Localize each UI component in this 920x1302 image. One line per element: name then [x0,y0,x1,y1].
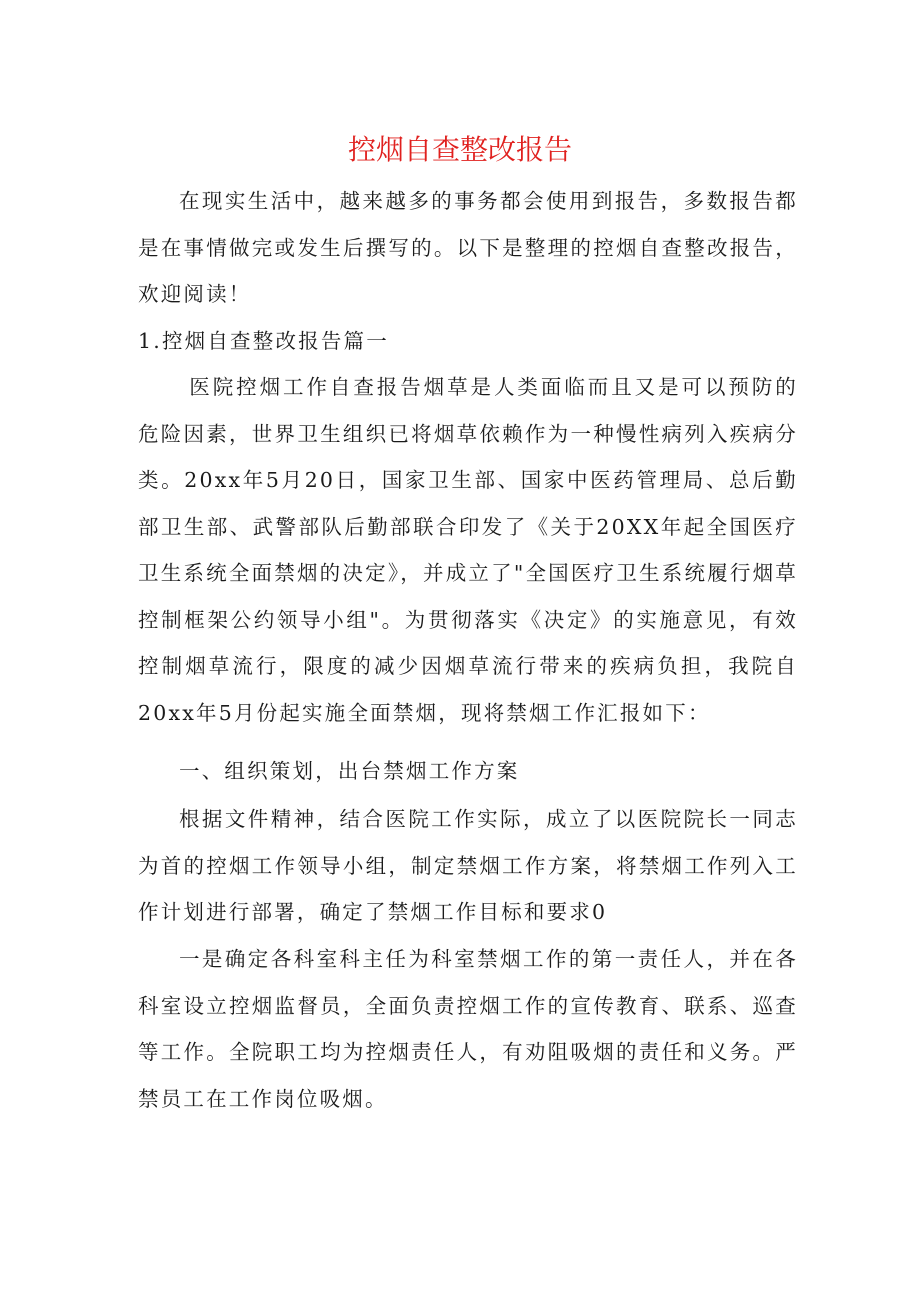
article-heading: 1.控烟自查整改报告篇一 [138,329,389,353]
document-title: 控烟自查整改报告 [347,133,572,166]
document-paragraph: 根据文件精神，结合医院工作实际，成立了以医院院长一同志为首的控烟工作领导小组，制定禁烟工作方案，将禁烟工作列入工作计划进行部署，确定了禁烟工作目标和要求0 [138,807,798,924]
first-measure-paragraph: 一是确定各科室科主任为科室禁烟工作的第一责任人，并在各科室设立控烟监督员，全面负责控烟工作的宣传教育、联系、巡查等工作。全院职工均为控烟责任人，有劝阻吸烟的责任和义务。严禁员工在工作岗位吸烟。 [138,947,798,1111]
section-heading: 一、组织策划，出台禁烟工作方案 [179,759,520,783]
intro-paragraph: 在现实生活中，越来越多的事务都会使用到报告，多数报告都是在事情做完或发生后撰写的。以下是整理的控烟自查整改报告，欢迎阅读！ [138,189,798,306]
hospital-paragraph: 医院控烟工作自查报告烟草是人类面临而且又是可以预防的危险因素，世界卫生组织已将烟草依赖作为一种慢性病列入疾病分类。20xx年5月20日，国家卫生部、国家中医药管理局、总后勤部卫生部、武警部队后勤部联合印发了《关于20XX年起全国医疗卫生系统全面禁烟的决定》，并成立了"全国医疗卫生系统履行烟草控制框架公约领导小组"。为贯彻落实《决定》的实施意见，有效控制烟草流行，限度的减少因烟草流行带来的疾病负担，我院自20xx年5月份起实施全面禁烟，现将禁烟工作汇报如下： [138,375,798,725]
